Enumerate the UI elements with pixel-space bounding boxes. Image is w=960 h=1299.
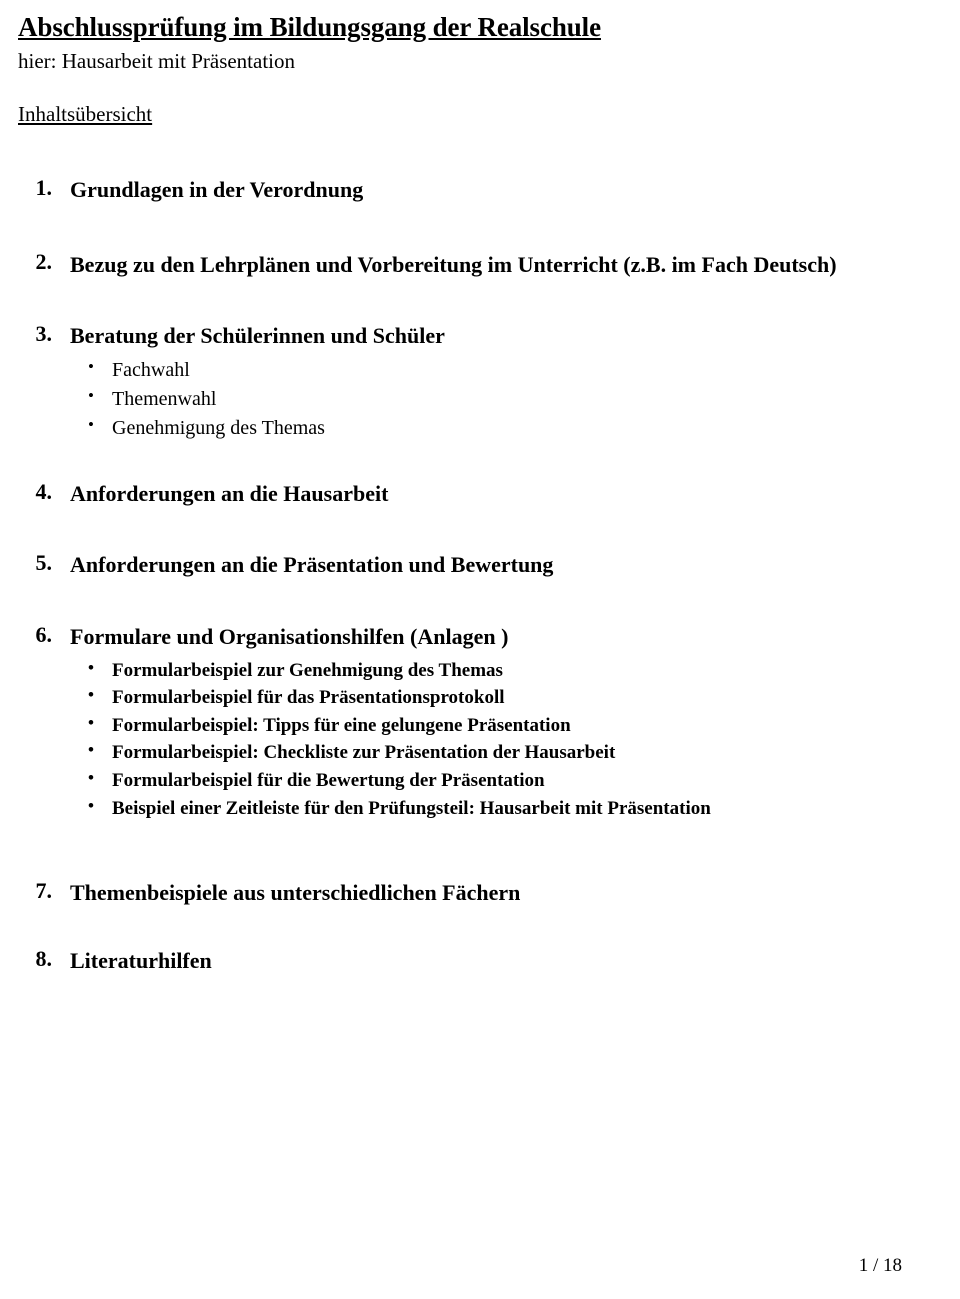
- toc-entry: [18, 946, 902, 976]
- toc-entry: [18, 249, 902, 281]
- toc-heading: Inhaltsübersicht: [18, 102, 153, 127]
- toc-entry-label: Bezug zu den Lehrplänen und Vorbereitung im Unterricht (z.B. im Fach Deutsch): [70, 251, 837, 277]
- toc-entry: [18, 479, 902, 509]
- list-item: • Formularbeispiel: Tipps für eine gelungene Präsentation: [70, 712, 902, 740]
- toc-entry-label: Literaturhilfen: [70, 947, 212, 973]
- list-item: • Formularbeispiel zur Genehmigung des Themas: [70, 657, 902, 685]
- page-subtitle: hier: Hausarbeit mit Präsentation: [18, 49, 296, 74]
- toc-entry-number: 7.: [35, 878, 52, 904]
- toc-entry-number: 4.: [35, 478, 52, 504]
- toc-entry: [18, 175, 902, 205]
- list-item: • Beispiel einer Zeitleiste für den Prüfungsteil: Hausarbeit mit Präsentation: [70, 795, 902, 823]
- list-item: • Themenwahl: [70, 385, 902, 414]
- list-item: • Formularbeispiel für die Bewertung der Präsentation: [70, 767, 902, 795]
- toc-entry-number: 6.: [35, 621, 52, 647]
- toc-entry-label: Grundlagen in der Verordnung: [70, 177, 364, 203]
- toc-entry-label: Anforderungen an die Präsentation und Bewertung: [70, 552, 554, 578]
- list-item: • Genehmigung des Themas: [70, 414, 902, 443]
- list-item: • Fachwahl: [70, 356, 902, 385]
- page-title: Abschlussprüfung im Bildungsgang der Realschule: [18, 12, 601, 42]
- toc-entry-label: Anforderungen an die Hausarbeit: [70, 480, 389, 506]
- toc-entry-number: 8.: [35, 945, 52, 971]
- page-number: 1 / 18: [858, 1255, 902, 1276]
- toc-entry-label: Formulare und Organisationshilfen (Anlagen ): [70, 623, 509, 649]
- toc-entry-label: Themenbeispiele aus unterschiedlichen Fächern: [70, 880, 521, 906]
- toc-entry: [18, 550, 902, 580]
- toc-entry-label: Beratung der Schülerinnen und Schüler: [70, 322, 445, 348]
- toc-entry-number: 3.: [35, 320, 52, 346]
- list-item: • Formularbeispiel: Checkliste zur Präsentation der Hausarbeit: [70, 739, 902, 767]
- toc-entry: [18, 878, 902, 908]
- toc-subitem-list: [70, 657, 902, 822]
- toc-entry-number: 2.: [35, 248, 52, 274]
- toc-entry: [18, 622, 902, 822]
- toc-entry-label-group: [70, 321, 902, 443]
- toc-entry-number: 1.: [35, 175, 52, 201]
- toc-entry-label-group: [70, 622, 902, 822]
- toc-entry: [18, 321, 902, 443]
- list-item: • Formularbeispiel für das Präsentationsprotokoll: [70, 684, 902, 712]
- toc-entry-number: 5.: [35, 550, 52, 576]
- table-of-contents: [18, 175, 902, 975]
- toc-subitem-list: [70, 356, 902, 443]
